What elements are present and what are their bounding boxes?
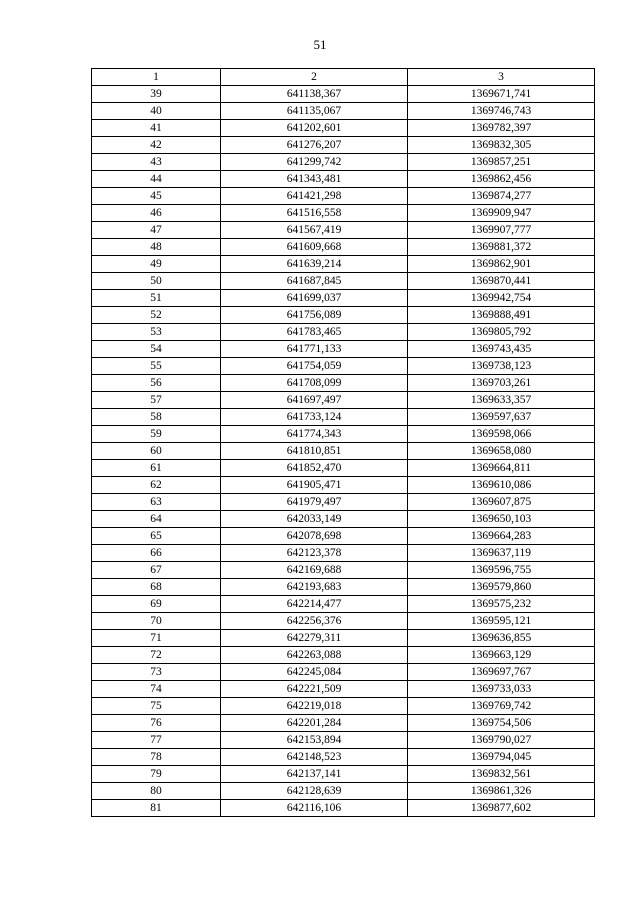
point-number-cell: 54 [92,341,221,358]
table-row [92,528,595,545]
table-row [92,409,595,426]
table-row [92,290,595,307]
coordinate-y-cell: 1369832,561 [408,766,595,783]
point-number-cell: 45 [92,188,221,205]
coordinate-x-cell: 642221,509 [221,681,408,698]
coordinate-x-cell: 642148,523 [221,749,408,766]
table-row [92,120,595,137]
coordinate-y-cell: 1369782,397 [408,120,595,137]
point-number-cell: 48 [92,239,221,256]
table-row [92,681,595,698]
column-header-3: 3 [408,69,595,86]
point-number-cell: 72 [92,647,221,664]
point-number-cell: 64 [92,511,221,528]
table-row [92,375,595,392]
coordinate-y-cell: 1369598,066 [408,426,595,443]
point-number-cell: 59 [92,426,221,443]
coordinate-y-cell: 1369663,129 [408,647,595,664]
coordinate-x-cell: 641516,558 [221,205,408,222]
table-row [92,171,595,188]
point-number-cell: 71 [92,630,221,647]
table-row [92,596,595,613]
coordinate-y-cell: 1369597,637 [408,409,595,426]
table-row [92,732,595,749]
coordinate-x-cell: 641135,067 [221,103,408,120]
coordinate-y-cell: 1369909,947 [408,205,595,222]
coordinate-y-cell: 1369575,232 [408,596,595,613]
coordinate-y-cell: 1369703,261 [408,375,595,392]
coordinate-x-cell: 641421,298 [221,188,408,205]
coordinate-x-cell: 641754,059 [221,358,408,375]
coordinate-x-cell: 641138,367 [221,86,408,103]
point-number-cell: 76 [92,715,221,732]
table-row [92,188,595,205]
table-header [92,69,595,86]
table-row [92,477,595,494]
coordinate-y-cell: 1369754,506 [408,715,595,732]
coordinate-x-cell: 642078,698 [221,528,408,545]
coordinate-y-cell: 1369671,741 [408,86,595,103]
point-number-cell: 58 [92,409,221,426]
coordinate-x-cell: 642214,477 [221,596,408,613]
table-row [92,256,595,273]
coordinate-x-cell: 641687,845 [221,273,408,290]
coordinate-x-cell: 641708,099 [221,375,408,392]
table-header-row [92,69,595,86]
coordinate-x-cell: 642169,688 [221,562,408,579]
point-number-cell: 78 [92,749,221,766]
coordinate-x-cell: 641979,497 [221,494,408,511]
coordinate-x-cell: 641202,601 [221,120,408,137]
coordinate-y-cell: 1369870,441 [408,273,595,290]
coordinate-y-cell: 1369658,080 [408,443,595,460]
table-row [92,664,595,681]
point-number-cell: 79 [92,766,221,783]
table-row [92,307,595,324]
table-row [92,613,595,630]
table-row [92,426,595,443]
table-row [92,511,595,528]
table-row [92,273,595,290]
coordinate-x-cell: 642116,106 [221,800,408,817]
coordinate-y-cell: 1369861,326 [408,783,595,800]
point-number-cell: 69 [92,596,221,613]
table-row [92,494,595,511]
table-row [92,137,595,154]
coordinate-x-cell: 641276,207 [221,137,408,154]
table-row [92,579,595,596]
point-number-cell: 74 [92,681,221,698]
table-row [92,562,595,579]
coordinate-y-cell: 1369805,792 [408,324,595,341]
coordinate-x-cell: 641299,742 [221,154,408,171]
coordinate-y-cell: 1369743,435 [408,341,595,358]
table-row [92,358,595,375]
coordinate-x-cell: 641783,465 [221,324,408,341]
point-number-cell: 42 [92,137,221,154]
coordinate-x-cell: 642153,894 [221,732,408,749]
coordinate-y-cell: 1369664,283 [408,528,595,545]
table-row [92,545,595,562]
coordinate-y-cell: 1369862,456 [408,171,595,188]
coordinate-y-cell: 1369607,875 [408,494,595,511]
coordinate-y-cell: 1369857,251 [408,154,595,171]
table-row [92,154,595,171]
point-number-cell: 57 [92,392,221,409]
point-number-cell: 67 [92,562,221,579]
coordinate-x-cell: 642201,284 [221,715,408,732]
point-number-cell: 61 [92,460,221,477]
coordinate-y-cell: 1369579,860 [408,579,595,596]
coordinate-y-cell: 1369790,027 [408,732,595,749]
point-number-cell: 46 [92,205,221,222]
point-number-cell: 41 [92,120,221,137]
point-number-cell: 68 [92,579,221,596]
point-number-cell: 43 [92,154,221,171]
table-row [92,86,595,103]
coordinate-y-cell: 1369794,045 [408,749,595,766]
table-row [92,443,595,460]
coordinate-y-cell: 1369633,357 [408,392,595,409]
coordinate-x-cell: 642128,639 [221,783,408,800]
point-number-cell: 51 [92,290,221,307]
coordinate-y-cell: 1369636,855 [408,630,595,647]
coordinates-table [91,68,595,817]
coordinate-y-cell: 1369664,811 [408,460,595,477]
table-row [92,103,595,120]
point-number-cell: 53 [92,324,221,341]
coordinate-x-cell: 642193,683 [221,579,408,596]
column-header-1: 1 [92,69,221,86]
point-number-cell: 73 [92,664,221,681]
coordinate-y-cell: 1369733,033 [408,681,595,698]
point-number-cell: 40 [92,103,221,120]
coordinate-y-cell: 1369610,086 [408,477,595,494]
point-number-cell: 66 [92,545,221,562]
table-row [92,222,595,239]
point-number-cell: 44 [92,171,221,188]
coordinate-y-cell: 1369888,491 [408,307,595,324]
point-number-cell: 80 [92,783,221,800]
table-row [92,460,595,477]
coordinate-y-cell: 1369596,755 [408,562,595,579]
coordinate-x-cell: 642033,149 [221,511,408,528]
coordinate-y-cell: 1369874,277 [408,188,595,205]
point-number-cell: 62 [92,477,221,494]
point-number-cell: 70 [92,613,221,630]
table-row [92,800,595,817]
table-row [92,647,595,664]
coordinate-x-cell: 642245,084 [221,664,408,681]
coordinate-y-cell: 1369862,901 [408,256,595,273]
coordinate-x-cell: 641774,343 [221,426,408,443]
table-row [92,783,595,800]
table-row [92,239,595,256]
coordinate-y-cell: 1369942,754 [408,290,595,307]
coordinate-x-cell: 641905,471 [221,477,408,494]
point-number-cell: 39 [92,86,221,103]
coordinate-x-cell: 641810,851 [221,443,408,460]
coordinate-y-cell: 1369769,742 [408,698,595,715]
point-number-cell: 63 [92,494,221,511]
table-row [92,766,595,783]
coordinate-x-cell: 641567,419 [221,222,408,239]
table-row [92,698,595,715]
point-number-cell: 75 [92,698,221,715]
coordinate-y-cell: 1369746,743 [408,103,595,120]
coordinate-x-cell: 642123,378 [221,545,408,562]
table-body [92,86,595,817]
coordinate-x-cell: 641697,497 [221,392,408,409]
coordinate-x-cell: 642256,376 [221,613,408,630]
coordinate-x-cell: 642137,141 [221,766,408,783]
point-number-cell: 56 [92,375,221,392]
page-number: 51 [313,37,327,52]
coordinate-x-cell: 641609,668 [221,239,408,256]
table-row [92,341,595,358]
table-row [92,749,595,766]
coordinate-y-cell: 1369877,602 [408,800,595,817]
column-header-2: 2 [221,69,408,86]
coordinate-x-cell: 641343,481 [221,171,408,188]
coordinate-x-cell: 642279,311 [221,630,408,647]
coordinate-y-cell: 1369738,123 [408,358,595,375]
coordinate-y-cell: 1369832,305 [408,137,595,154]
coordinate-y-cell: 1369637,119 [408,545,595,562]
point-number-cell: 81 [92,800,221,817]
coordinate-x-cell: 641639,214 [221,256,408,273]
point-number-cell: 55 [92,358,221,375]
coordinate-x-cell: 642219,018 [221,698,408,715]
point-number-cell: 49 [92,256,221,273]
coordinate-x-cell: 641852,470 [221,460,408,477]
coordinate-y-cell: 1369697,767 [408,664,595,681]
coordinate-y-cell: 1369650,103 [408,511,595,528]
coordinate-x-cell: 641756,089 [221,307,408,324]
point-number-cell: 77 [92,732,221,749]
coordinate-x-cell: 641699,037 [221,290,408,307]
table-row [92,715,595,732]
table-row [92,205,595,222]
coordinate-y-cell: 1369595,121 [408,613,595,630]
coordinate-y-cell: 1369907,777 [408,222,595,239]
coordinate-x-cell: 641771,133 [221,341,408,358]
point-number-cell: 60 [92,443,221,460]
coordinate-x-cell: 642263,088 [221,647,408,664]
coordinate-y-cell: 1369881,372 [408,239,595,256]
point-number-cell: 65 [92,528,221,545]
table-row [92,324,595,341]
table-row [92,630,595,647]
point-number-cell: 50 [92,273,221,290]
point-number-cell: 52 [92,307,221,324]
point-number-cell: 47 [92,222,221,239]
table-row [92,392,595,409]
coordinate-x-cell: 641733,124 [221,409,408,426]
